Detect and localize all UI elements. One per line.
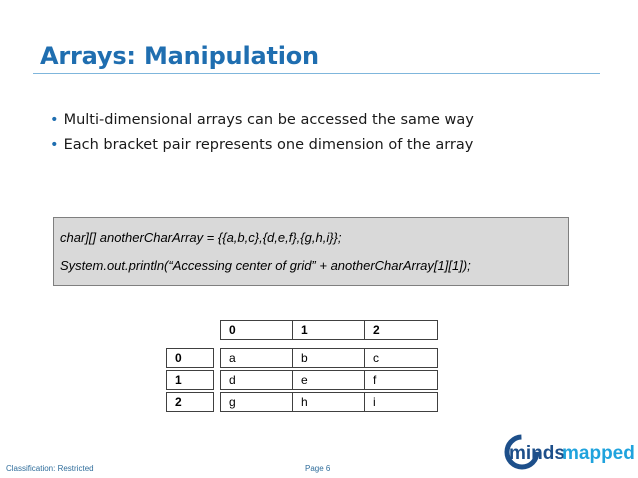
bullet-text: Multi-dimensional arrays can be accessed the same way — [63, 112, 474, 128]
row-header: 2 — [166, 392, 214, 412]
bullet-item — [50, 133, 474, 158]
grid-cell: g — [220, 392, 293, 412]
bullet-item — [50, 108, 474, 133]
logo-text-dark: minds — [509, 443, 565, 464]
column-header: 1 — [292, 320, 365, 340]
column-header: 2 — [364, 320, 438, 340]
grid-cell: i — [364, 392, 438, 412]
grid-cell: c — [364, 348, 438, 368]
bullet-dot: • — [50, 112, 59, 128]
grid-cell: a — [220, 348, 293, 368]
title-divider — [33, 73, 600, 74]
code-line: char][] anotherCharArray = {{a,b,c},{d,e,f},{g,h,i}}; — [60, 230, 342, 245]
bullet-list — [50, 108, 474, 158]
row-header: 0 — [166, 348, 214, 368]
grid-cell: e — [292, 370, 365, 390]
grid-cell: f — [364, 370, 438, 390]
classification-label: Classification: Restricted — [6, 464, 94, 473]
column-header: 0 — [220, 320, 293, 340]
mindsmapped-logo — [498, 432, 638, 472]
bullet-dot: • — [50, 137, 59, 153]
grid-cell: d — [220, 370, 293, 390]
code-line: System.out.println(“Accessing center of grid” + anotherCharArray[1][1]); — [60, 258, 471, 273]
code-box — [53, 217, 569, 286]
bullet-text: Each bracket pair represents one dimension of the array — [63, 137, 474, 153]
grid-cell: b — [292, 348, 365, 368]
slide-title: Arrays: Manipulation — [40, 42, 319, 70]
grid-cell: h — [292, 392, 365, 412]
logo-text-accent: mapped — [562, 443, 635, 464]
page-number: Page 6 — [305, 464, 331, 473]
row-header: 1 — [166, 370, 214, 390]
